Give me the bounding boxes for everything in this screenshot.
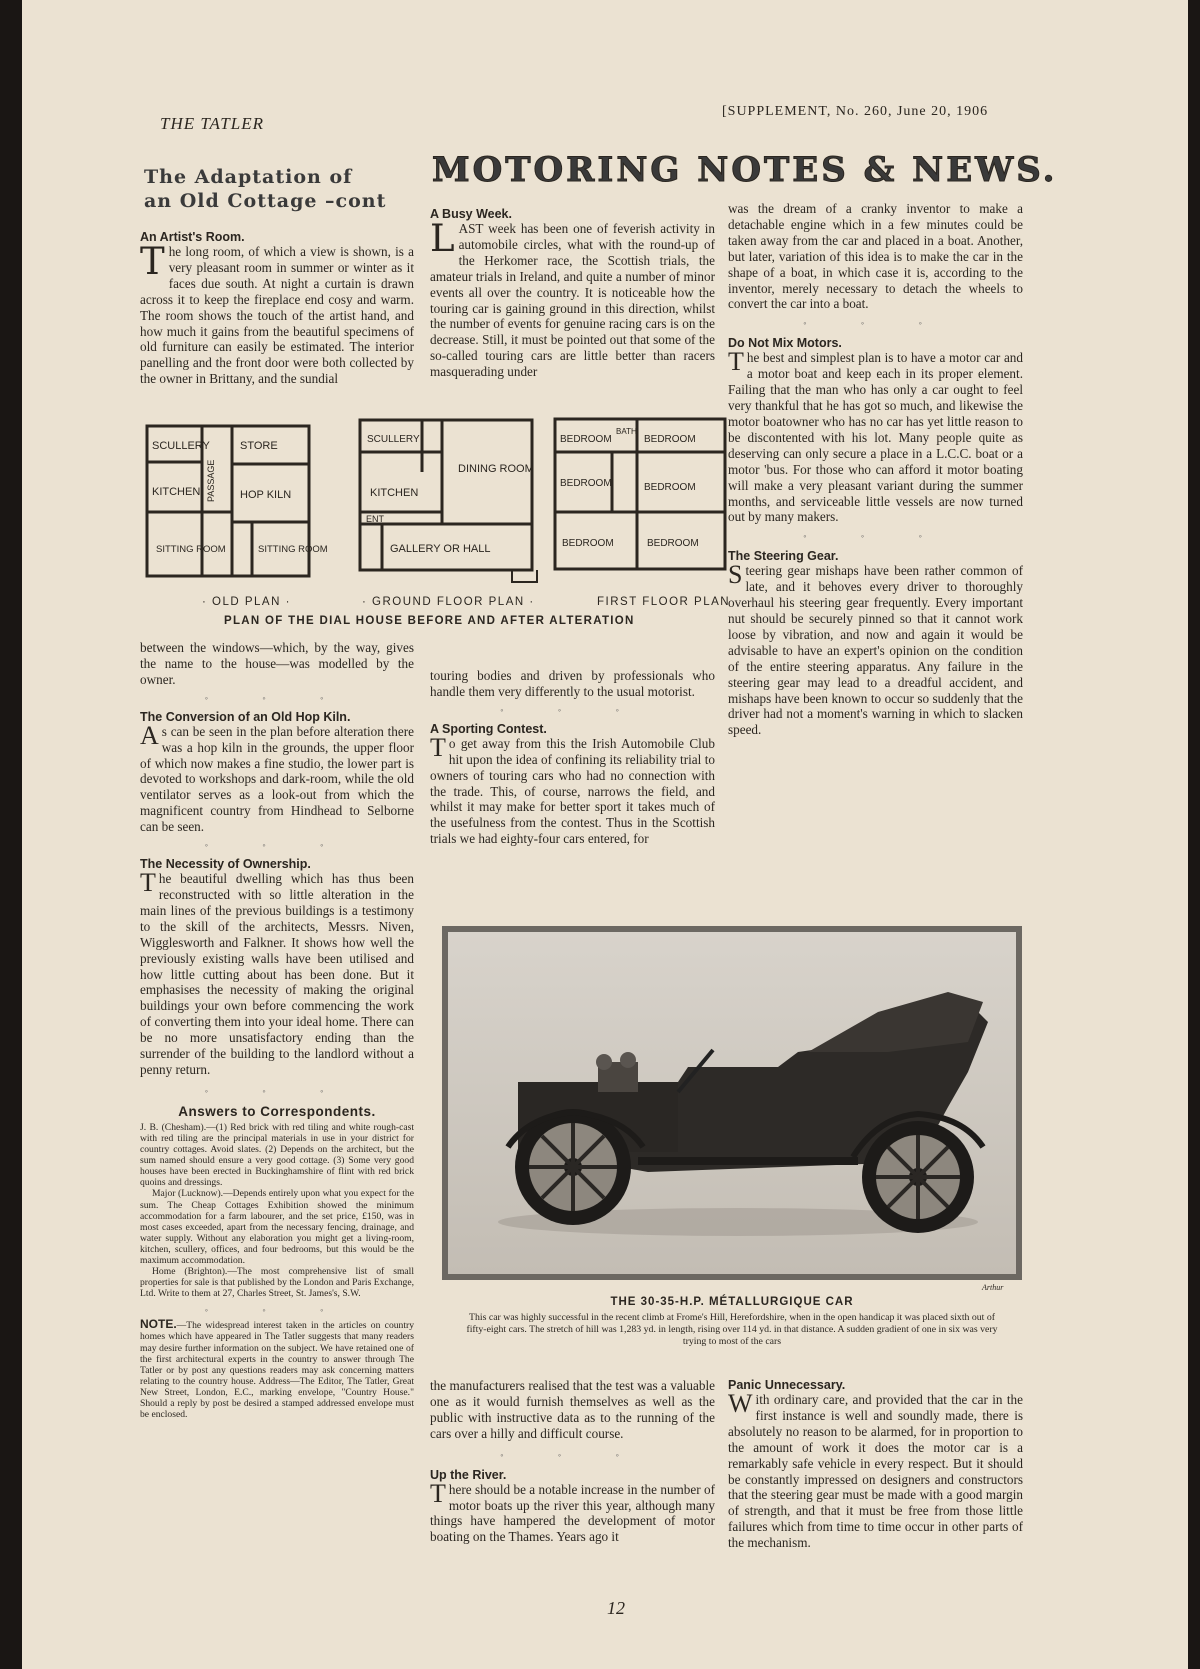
headlamp — [620, 1052, 636, 1068]
running-head-right: [SUPPLEMENT, No. 260, June 20, 1906 — [722, 104, 989, 119]
room-label: BEDROOM — [644, 482, 696, 493]
busy-paragraph: LAST week has been one of feverish activity in automobile circles, what with the round-up of the Herkomer race, the Scottish trials, the amateur trials in Ireland, and quite a number of minor events all over the country. It is noticeable how the touring car is gaining ground in this direction, whilst the number of events for genuine racing cars is on the decrease. Still, it must be pointed out that some of the so-called touring cars are little better than racers masquerading under — [430, 217, 715, 380]
running-board — [638, 1157, 858, 1165]
middle-column-bottom — [430, 1378, 715, 1545]
note-paragraph: NOTE.—The widespread interest taken in the articles on country homes which have appeared in The Tatler suggests that many readers may desire further information on the subject. We have retained one of the first architectural experts in the country to answer through The Tatler or by post any questions readers may ask concerning matters relating to the country house. Address—The Editor, The Tatler, Great New Street, London, E.C., marking envelope, "Country House." Should a reply by post be desired a stamped addressed envelope must be enclosed. — [140, 1317, 414, 1421]
right-column-top — [728, 201, 1023, 738]
main-title: MOTORING NOTES & NEWS. — [432, 150, 1058, 190]
mix-dropcap: T — [728, 347, 744, 377]
busy-dropcap: L — [430, 217, 455, 260]
photo-caption: This car was highly successful in the recent climb at Frome's Hill, Herefordshire, when in the open handicap it was placed sixth out of fifty-eight cars. The stretch of hill was 1,283 yd. in length, rising over 114 yd. in that distance. A sudden gradient of one in six was very trying to most of the cars — [466, 1312, 998, 1347]
artist-paragraph: The long room, of which a view is shown, is a very pleasant room in summer or winter as it faces due south. At night a curtain is drawn across it to keep the fireplace end cosy and warm. The room shows the touch of the artist hand, and how much it gains from the beautiful specimens of old furniture can easily be estimated. The interior panelling and the front door were both collected by the owner in Brittany, and the sundial — [140, 240, 414, 387]
artist-continued: between the windows—which, by the way, gives the name to the house—was modelled by the owner. — [140, 640, 414, 687]
river-dropcap: T — [430, 1478, 446, 1508]
car-photo — [448, 932, 1016, 1274]
separator: ◦ ◦ ◦ — [803, 318, 948, 329]
answer-lucknow: Major (Lucknow).—Depends entirely upon what you expect for the sum. The Cheap Cottages Exhibition showed the minimum accommodation for a farm labourer, and the set price, £150, was in most cases exceeded, apart from the necessary fencing, drainage, and water supply. Without any elaboration you might get a living-room, kitchen, scullery, offices, and four bedrooms, but this would be the maximum accommodation. — [140, 1188, 414, 1266]
room-label: BEDROOM — [562, 538, 614, 549]
room-label: SCULLERY — [152, 440, 210, 452]
middle-column — [430, 668, 715, 847]
separator: ◦ ◦ ◦ — [803, 531, 948, 542]
panic-dropcap: W — [728, 1389, 753, 1418]
room-label: BEDROOM — [644, 434, 696, 445]
separator: ◦ ◦ ◦ — [500, 704, 645, 715]
panic-paragraph: With ordinary care, and provided that the car in the first instance is well and soundly made, there is absolutely no reason to be alarmed, for in proportion to the amount of work it does the motor car is a remarkably safe vehicle in every respect. But it should be constantly impressed on designers and constructors that the steering gear must be made with a good margin of strength, and that it must be free from those little failures which from time to time occur in other parts of the mechanism. — [728, 1389, 1023, 1551]
room-label: SITTING ROOM — [258, 544, 328, 555]
headlamp — [596, 1054, 612, 1070]
first-plan-label: FIRST FLOOR PLAN — [597, 596, 731, 608]
sport-paragraph: To get away from this the Irish Automobile Club hit upon the idea of confining its reliability trial to owners of touring cars who had no connection with the trade. This, of course, narrows the field, and whilst it may make for better sport it takes much of the usefulness from the contest. Thus in the Scottish trials we had eighty-four cars entered, for — [430, 732, 715, 847]
separator: ◦ ◦ ◦ — [204, 1085, 350, 1096]
separator: ◦ ◦ ◦ — [500, 1449, 645, 1460]
separator: ◦ ◦ ◦ — [204, 1305, 350, 1316]
side-title-line1: The Adaptation of — [144, 166, 353, 188]
ownership-dropcap: T — [140, 868, 156, 898]
left-column-lower — [140, 640, 414, 1420]
side-title — [144, 165, 424, 213]
artist-dropcap: T — [140, 240, 165, 283]
artist-heading: An Artist's Room. — [140, 230, 245, 244]
busy-heading: A Busy Week. — [430, 207, 512, 221]
plans-title: PLAN OF THE DIAL HOUSE BEFORE AND AFTER ALTERATION — [224, 615, 635, 627]
rear-wheel — [862, 1121, 974, 1233]
room-label: SCULLERY — [367, 434, 420, 445]
room-label: GALLERY OR HALL — [390, 543, 491, 555]
room-label: SITTING ROOM — [156, 544, 226, 555]
river-paragraph: There should be a notable increase in the number of motor boats up the river this year, although many things have hampered the development of motor boating on the Thames. Years ago it — [430, 1478, 715, 1545]
room-label: ENT — [366, 514, 384, 524]
ownership-heading: The Necessity of Ownership. — [140, 857, 311, 872]
room-label: BEDROOM — [560, 434, 612, 445]
room-label: PASSAGE — [206, 459, 216, 502]
old-plan-label: · OLD PLAN · — [202, 596, 291, 608]
sport-continued: the manufacturers realised that the test was a valuable one as it would furnish themselves as well as the public with instructive data as to the running of the cars over a hilly and difficult course. — [430, 1378, 715, 1441]
photo-title: THE 30-35-H.P. MÉTALLURGIQUE CAR — [610, 1296, 854, 1308]
room-label: KITCHEN — [152, 486, 201, 498]
car-photo-frame — [442, 926, 1022, 1280]
busy-section — [430, 207, 715, 380]
photo-credit: Arthur — [982, 1283, 1004, 1292]
answer-brighton: Home (Brighton).—The most comprehensive list of small properties for sale is that published by the London and Paris Exchange, Ltd. Write to them at 27, Charles Street, St. James's, S.W. — [140, 1266, 414, 1300]
running-head-left: THE TATLER — [160, 114, 264, 133]
artist-section — [140, 230, 414, 387]
panic-heading: Panic Unnecessary. — [728, 1378, 846, 1392]
room-label: BATH — [616, 427, 637, 436]
room-label: HOP KILN — [240, 489, 292, 501]
hop-heading: The Conversion of an Old Hop Kiln. — [140, 709, 351, 724]
hop-dropcap: A — [140, 720, 159, 750]
room-label: BEDROOM — [647, 538, 699, 549]
room-label: STORE — [240, 440, 278, 452]
page-number: 12 — [607, 1598, 625, 1618]
sport-dropcap: T — [430, 732, 446, 762]
separator: ◦ ◦ ◦ — [204, 840, 350, 851]
hop-paragraph: As can be seen in the plan before alteration there was a hop kiln in the grounds, the upper floor of which now makes a fine studio, the lower part is devoted to workshops and dark-room, while the old ventilator serves as a look-out from which the magnificent country from Hindhead to Selborne can be seen. — [140, 720, 414, 835]
river-heading: Up the River. — [430, 1467, 507, 1482]
room-label: KITCHEN — [370, 487, 419, 499]
room-label: DINING ROOM — [458, 463, 534, 475]
magazine-page — [22, 0, 1188, 1669]
ownership-paragraph: The beautiful dwelling which has thus been reconstructed with so little alteration in the main lines of the previous buildings is a testimony to the skill of the architects, Messrs. Niven, Wigglesworth and Falkner. It shows how well the previously existing walls have been utilised and how little cutting about has been done. But it emphasises the necessity of making the original buildings your own before commencing the work of converting them into your ideal home. There can be no more unsatisfactory ending than the surrender of the building to the landlord without a penny return. — [140, 868, 414, 1077]
steer-heading: The Steering Gear. — [728, 549, 839, 564]
answer-chesham: J. B. (Chesham).—(1) Red brick with red tiling and white rough-cast with red tiling are the principal materials in use in your district for country cottages. Avoid slates. (2) Depends on the architect, but the sum named should ensure a very good cottage. (3) Some very good houses have been erected in Buckinghamshire of flint with red brick quoins and dressings. — [140, 1121, 414, 1189]
ground-plan-label: · GROUND FLOOR PLAN · — [362, 596, 535, 608]
steer-dropcap: S — [728, 560, 743, 590]
right-column-bottom — [728, 1378, 1023, 1551]
mix-heading: Do Not Mix Motors. — [728, 336, 842, 351]
note-label: NOTE. — [140, 1317, 177, 1332]
separator: ◦ ◦ ◦ — [204, 692, 350, 703]
side-title-line2: an Old Cottage –cont — [144, 190, 387, 212]
answers-heading: Answers to Correspondents. — [178, 1103, 376, 1119]
room-label: BEDROOM — [560, 478, 612, 489]
mix-paragraph: The best and simplest plan is to have a motor car and a motor boat and keep each in its proper element. Failing that the man who has only a car ought to feel very thankful that he has got so much, and likewise the motor boatowner who has no car has yet little reason to be discontented with his lot. Many people quite as deserving can only secure a place in a L.C.C. boat or a motor 'bus. For those who can afford it motor boating will make a very pleasant variant during the summer months, and serviceable little vessels are now turned out by many makers. — [728, 347, 1023, 525]
dream-paragraph: was the dream of a cranky inventor to make a detachable engine which in a few minutes could be taken away from the car and placed in a boat. Another, but later, variation of this idea is to make the car in the shape of a boat, in which case it is, according to the inventor, merely necessary to detach the wheels to convert the car into a boat. — [728, 201, 1023, 312]
steer-paragraph: Steering gear mishaps have been rather common of late, and it behoves every driver to thoroughly overhaul his steering gear frequently. Every important nut should be securely pinned so that it cannot work loose by vibration, and now and again it would be advisable to have an expert's opinion on the condition of the entire steering apparatus. Any failure in the steering gear may lead to a dreadful accident, and mishaps have been known to occur so suddenly that the driver had not a moment's warning in which to slacken speed. — [728, 560, 1023, 738]
busy-continued: touring bodies and driven by professionals who handle them very differently to the usual motorist. — [430, 668, 715, 699]
floor-plans — [142, 412, 732, 590]
sport-heading: A Sporting Contest. — [430, 721, 547, 736]
